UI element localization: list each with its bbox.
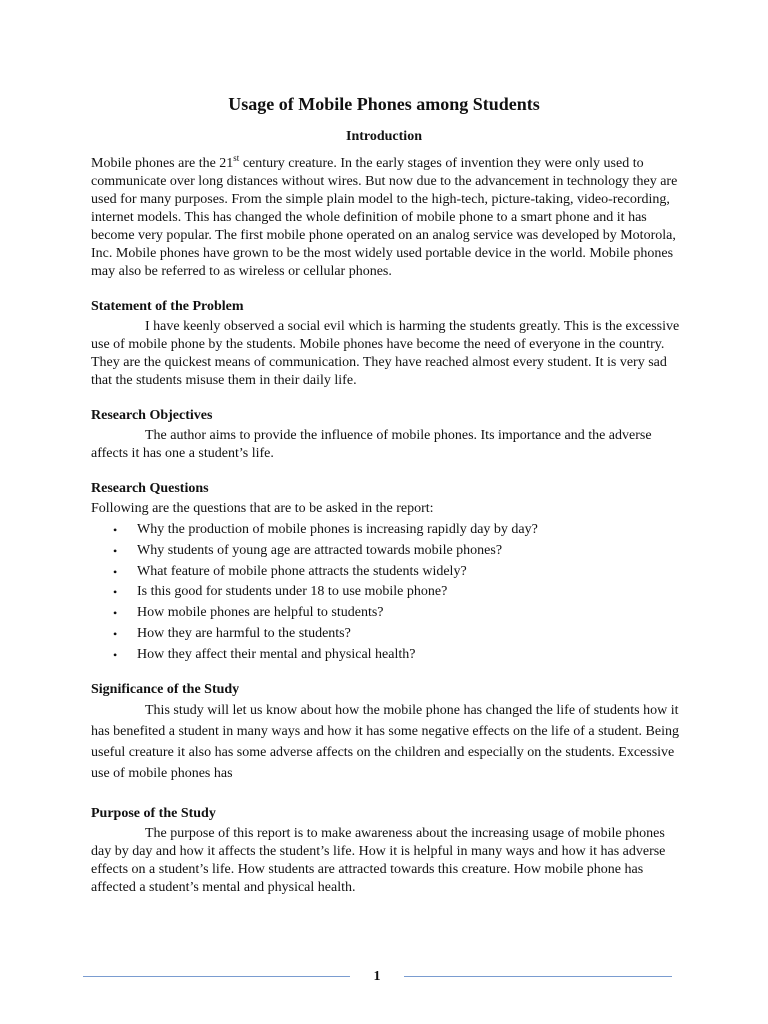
significance-heading: Significance of the Study bbox=[91, 681, 240, 697]
question-text: Why the production of mobile phones is increasing rapidly day by day? bbox=[137, 522, 538, 537]
document-title: Usage of Mobile Phones among Students bbox=[228, 94, 540, 114]
document-body bbox=[91, 155, 681, 897]
question-text: How they affect their mental and physical health? bbox=[137, 646, 416, 662]
introduction-heading: Introduction bbox=[346, 129, 422, 144]
intro-text-rest: century creature. In the early stages of invention they were only used to communicate over long distances without wires. But now due to the advancement in technology they are used for many purposes. From the simple plain model to the high-tech, picture-taking, video-recording, internet models. This has changed the whole definition of mobile phone to a smart phone and it has become very popular. The first mobile phone operated on an analog service was developed by Motorola, Inc. Mobile phones have grown to be the most widely used portable device in the world. Mobile phones may also be referred to as wireless or cellular phones. bbox=[91, 156, 678, 279]
list-item bbox=[91, 542, 681, 560]
bullet-icon: • bbox=[113, 543, 118, 558]
bullet-icon: • bbox=[113, 626, 118, 641]
bullet-icon: • bbox=[113, 585, 118, 600]
list-item bbox=[91, 521, 681, 539]
bullet-icon: • bbox=[113, 606, 118, 621]
list-item bbox=[91, 563, 681, 581]
objectives-heading: Research Objectives bbox=[91, 408, 213, 423]
question-text: What feature of mobile phone attracts the students widely? bbox=[137, 563, 467, 579]
question-text: How mobile phones are helpful to students? bbox=[137, 605, 384, 621]
footer-rule-left bbox=[83, 976, 350, 977]
intro-text-start: Mobile phones are the 21 bbox=[91, 156, 234, 171]
question-text: Is this good for students under 18 to use mobile phone? bbox=[137, 584, 448, 600]
questions-list bbox=[91, 521, 681, 664]
question-text: Why students of young age are attracted towards mobile phones? bbox=[137, 542, 503, 558]
list-item bbox=[91, 583, 681, 601]
list-item bbox=[91, 646, 681, 664]
question-text: How they are harmful to the students? bbox=[137, 625, 351, 641]
intro-superscript: st bbox=[233, 153, 240, 163]
purpose-paragraph: The purpose of this report is to make awareness about the increasing usage of mobile phones day by day and how it affects the student’s life. How it is helpful in many ways and how it has adverse effects on a student’s life. How students are attracted towards this creature. How mobile phone has affected a student’s mental and physical health. bbox=[91, 825, 666, 895]
questions-intro: Following are the questions that are to be asked in the report: bbox=[91, 501, 434, 516]
page-number: 1 bbox=[373, 969, 381, 984]
bullet-icon: • bbox=[113, 647, 118, 662]
objectives-paragraph: The author aims to provide the influence of mobile phones. Its importance and the adverse affects it has one a student’s life. bbox=[91, 428, 652, 461]
footer-rule-right bbox=[404, 976, 672, 977]
bullet-icon: • bbox=[113, 523, 118, 537]
list-item bbox=[91, 604, 681, 622]
problem-heading: Statement of the Problem bbox=[91, 299, 244, 314]
page-footer bbox=[0, 969, 768, 989]
list-item bbox=[91, 625, 681, 643]
introduction-paragraph bbox=[91, 155, 681, 281]
bullet-icon: • bbox=[113, 564, 118, 579]
purpose-heading: Purpose of the Study bbox=[91, 805, 216, 821]
significance-paragraph: This study will let us know about how the mobile phone has changed the life of students how it has benefited a student in many ways and how it has some negative effects on the life of a student. Being useful creature it also has some adverse affects on the children and especially on the students. Excessive use of mobile phones has bbox=[91, 702, 679, 781]
problem-paragraph: I have keenly observed a social evil which is harming the students greatly. This is the excessive use of mobile phone by the students. Mobile phones have become the need of everyone in the country. They are the quickest means of communication. They have reached almost every student. It is very sad that the students misuse them in their daily life. bbox=[91, 319, 680, 388]
questions-heading: Research Questions bbox=[91, 481, 209, 496]
